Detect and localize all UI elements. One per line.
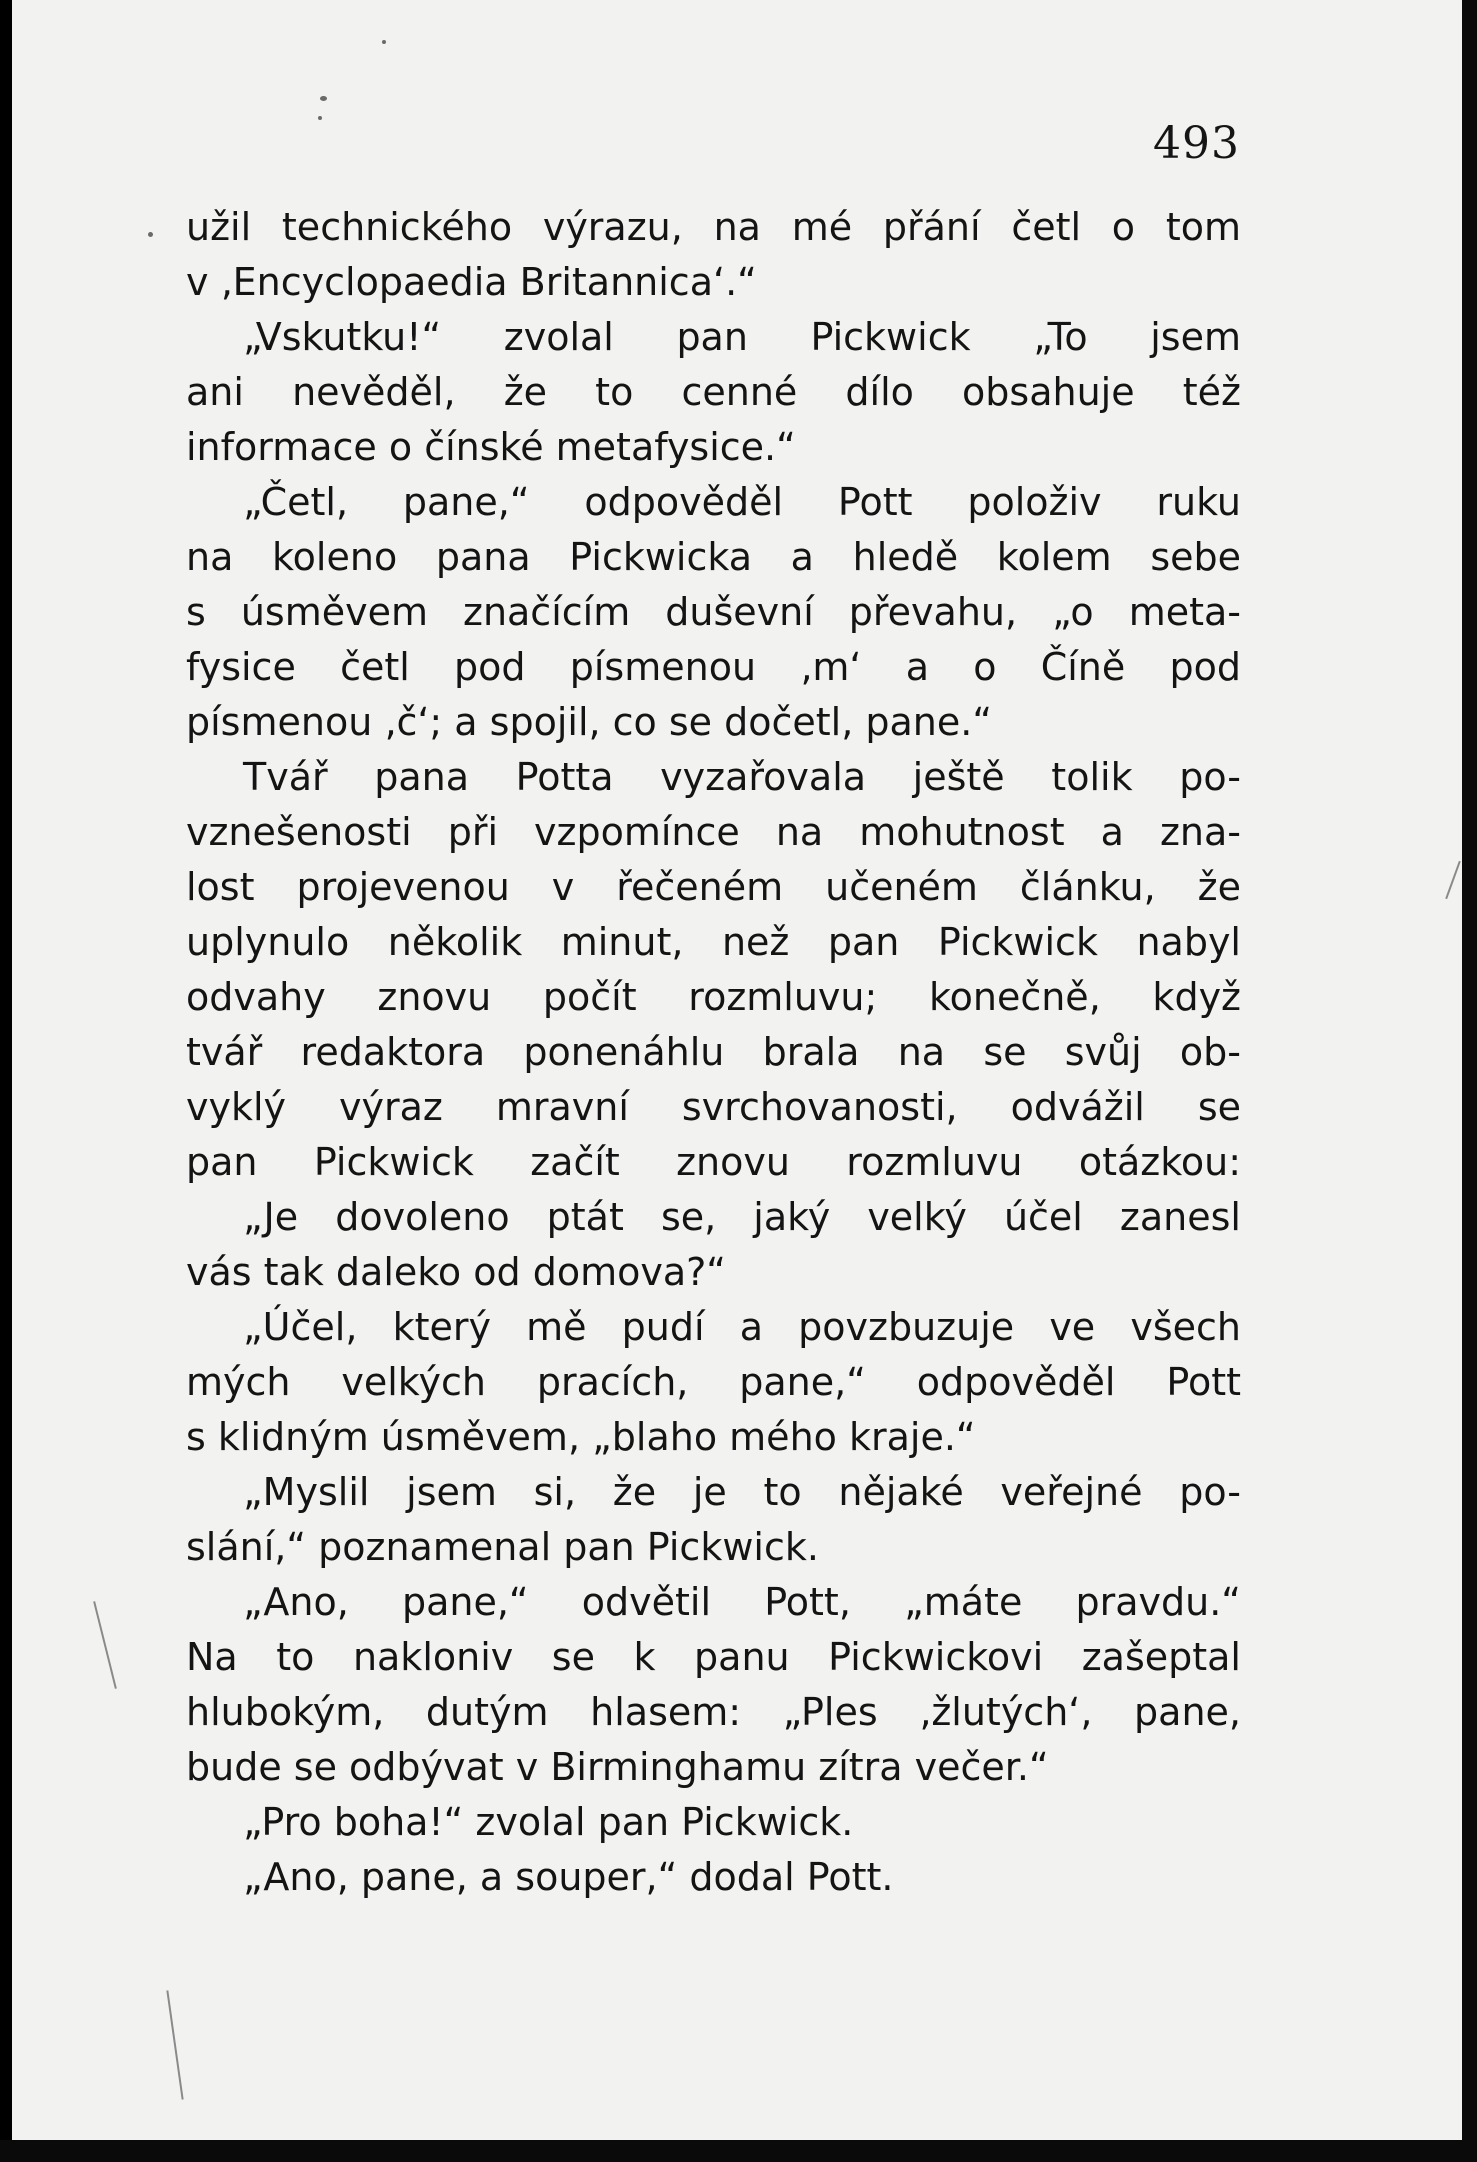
text-line: Na to nakloniv se k panu Pickwickovi zašeptal: [186, 1635, 1241, 1679]
text-line: vznešenosti při vzpomínce na mohutnost a zna-: [186, 810, 1241, 854]
text-line: „Ano, pane, a souper,“ dodal Pott.: [243, 1855, 894, 1899]
text-line: bude se odbývat v Birminghamu zítra večer.“: [186, 1745, 1049, 1789]
text-line: hlubokým, dutým hlasem: „Ples ‚žlutých‘, pane,: [186, 1690, 1241, 1734]
scan-scratch: [1445, 861, 1461, 899]
text-line: „Pro boha!“ zvolal pan Pickwick.: [243, 1800, 854, 1844]
scan-speck: [148, 232, 153, 237]
text-line: „Myslil jsem si, že je to nějaké veřejné po-: [243, 1470, 1241, 1514]
page-number: 493: [1153, 118, 1240, 169]
text-line: „Je dovoleno ptát se, jaký velký účel zanesl: [243, 1195, 1241, 1239]
scan-speck: [382, 40, 386, 44]
text-line: vás tak daleko od domova?“: [186, 1250, 726, 1294]
text-line: vyklý výraz mravní svrchovanosti, odvážil se: [186, 1085, 1241, 1129]
scan-speck: [320, 96, 327, 101]
text-line: informace o čínské metafysice.“: [186, 425, 796, 469]
text-line: „Vskutku!“ zvolal pan Pickwick „To jsem: [243, 315, 1241, 359]
text-line: Tvář pana Potta vyzařovala ještě tolik po-: [243, 755, 1241, 799]
text-line: slání,“ poznamenal pan Pickwick.: [186, 1525, 819, 1569]
text-line: fysice četl pod písmenou ‚m‘ a o Číně pod: [186, 645, 1241, 689]
scan-border-right: [1462, 0, 1477, 2162]
text-line: odvahy znovu počít rozmluvu; konečně, když: [186, 975, 1241, 1019]
scan-scratch: [166, 1990, 183, 2099]
scan-speck: [318, 116, 322, 120]
text-line: „Ano, pane,“ odvětil Pott, „máte pravdu.“: [243, 1580, 1241, 1624]
text-line: užil technického výrazu, na mé přání četl o tom: [186, 205, 1241, 249]
scan-border-bottom: [0, 2140, 1477, 2162]
text-line: tvář redaktora ponenáhlu brala na se svůj ob-: [186, 1030, 1241, 1074]
text-line: mých velkých pracích, pane,“ odpověděl Pott: [186, 1360, 1241, 1404]
body-text: [186, 200, 1241, 1905]
text-line: s úsměvem značícím duševní převahu, „o meta-: [186, 590, 1241, 634]
text-line: ani nevěděl, že to cenné dílo obsahuje též: [186, 370, 1241, 414]
text-line: „Účel, který mě pudí a povzbuzuje ve všech: [243, 1305, 1241, 1349]
text-line: lost projevenou v řečeném učeném článku, že: [186, 865, 1241, 909]
text-line: pan Pickwick začít znovu rozmluvu otázkou:: [186, 1140, 1241, 1184]
scan-scratch: [93, 1601, 117, 1689]
text-line: na koleno pana Pickwicka a hledě kolem sebe: [186, 535, 1241, 579]
text-line: „Četl, pane,“ odpověděl Pott položiv ruku: [243, 480, 1241, 524]
text-line: písmenou ‚č‘; a spojil, co se dočetl, pane.“: [186, 700, 993, 744]
text-line: s klidným úsměvem, „blaho mého kraje.“: [186, 1415, 976, 1459]
text-line: uplynulo několik minut, než pan Pickwick nabyl: [186, 920, 1241, 964]
text-line: v ‚Encyclopaedia Britannica‘.“: [186, 260, 757, 304]
